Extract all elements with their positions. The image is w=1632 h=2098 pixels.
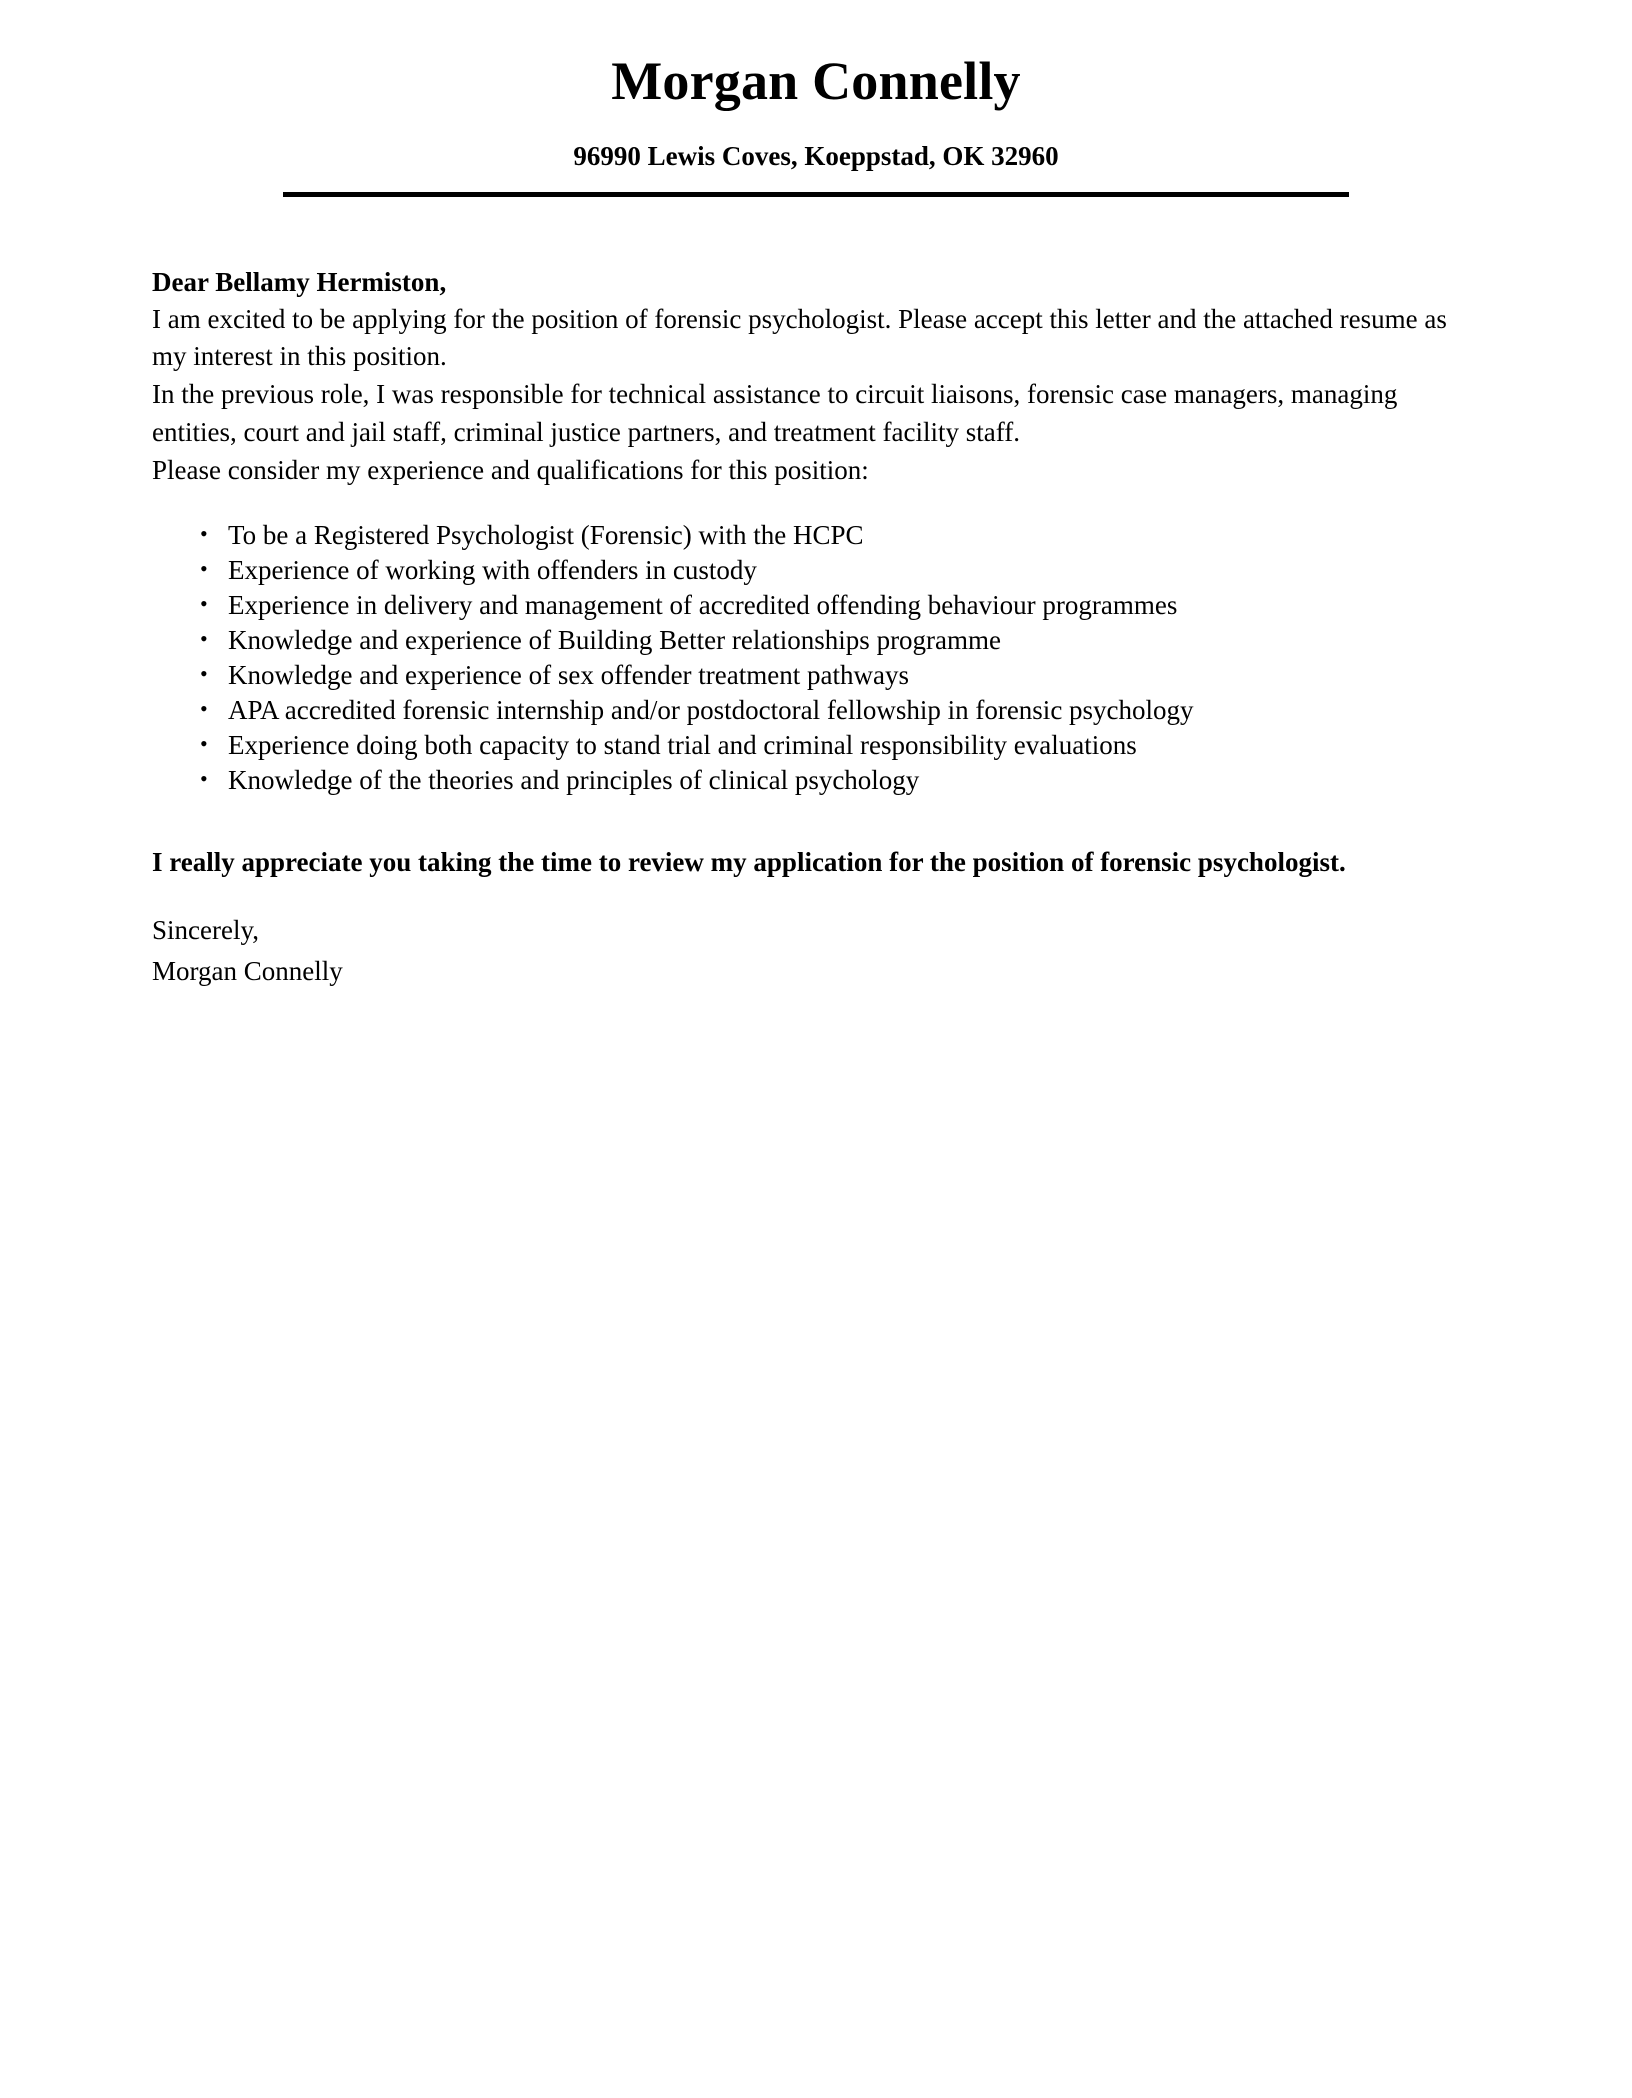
list-item: • Knowledge and experience of sex offender treatment pathways	[200, 658, 1472, 693]
list-item: • Knowledge of the theories and principles of clinical psychology	[200, 763, 1472, 798]
valediction: Sincerely,	[152, 914, 259, 945]
signature-name: Morgan Connelly	[152, 955, 343, 986]
letter-header	[0, 0, 1632, 197]
list-item: • APA accredited forensic internship and/or postdoctoral fellowship in forensic psychology	[200, 693, 1472, 728]
body-paragraph-2: In the previous role, I was responsible for technical assistance to circuit liaisons, forensic case managers, managing entities, court and jail staff, criminal justice partners, and treatment facility staff.	[152, 379, 1398, 447]
list-item: • Experience doing both capacity to stand trial and criminal responsibility evaluations	[200, 728, 1472, 763]
body-paragraph-3: Please consider my experience and qualifications for this position:	[152, 454, 869, 485]
list-item: • Experience of working with offenders in custody	[200, 553, 1472, 588]
qualifications-list	[152, 518, 1472, 799]
list-item: • Knowledge and experience of Building Better relationships programme	[200, 623, 1472, 658]
letter-body	[0, 197, 1632, 988]
cover-letter	[0, 0, 1632, 989]
salutation: Dear Bellamy Hermiston,	[152, 267, 447, 298]
closing-statement: I really appreciate you taking the time to review my application for the position of forensic psychologist.	[152, 847, 1346, 878]
list-item: • Experience in delivery and management of accredited offending behaviour programmes	[200, 588, 1472, 623]
signature-block	[152, 881, 1472, 989]
page-title: Morgan Connelly	[611, 51, 1021, 111]
sender-address: 96990 Lewis Coves, Koeppstad, OK 32960	[573, 141, 1059, 172]
body-paragraph-1: I am excited to be applying for the position of forensic psychologist. Please accept this letter and the attached resume as my interest in this position.	[152, 303, 1447, 372]
list-item: • To be a Registered Psychologist (Forensic) with the HCPC	[200, 518, 1472, 553]
